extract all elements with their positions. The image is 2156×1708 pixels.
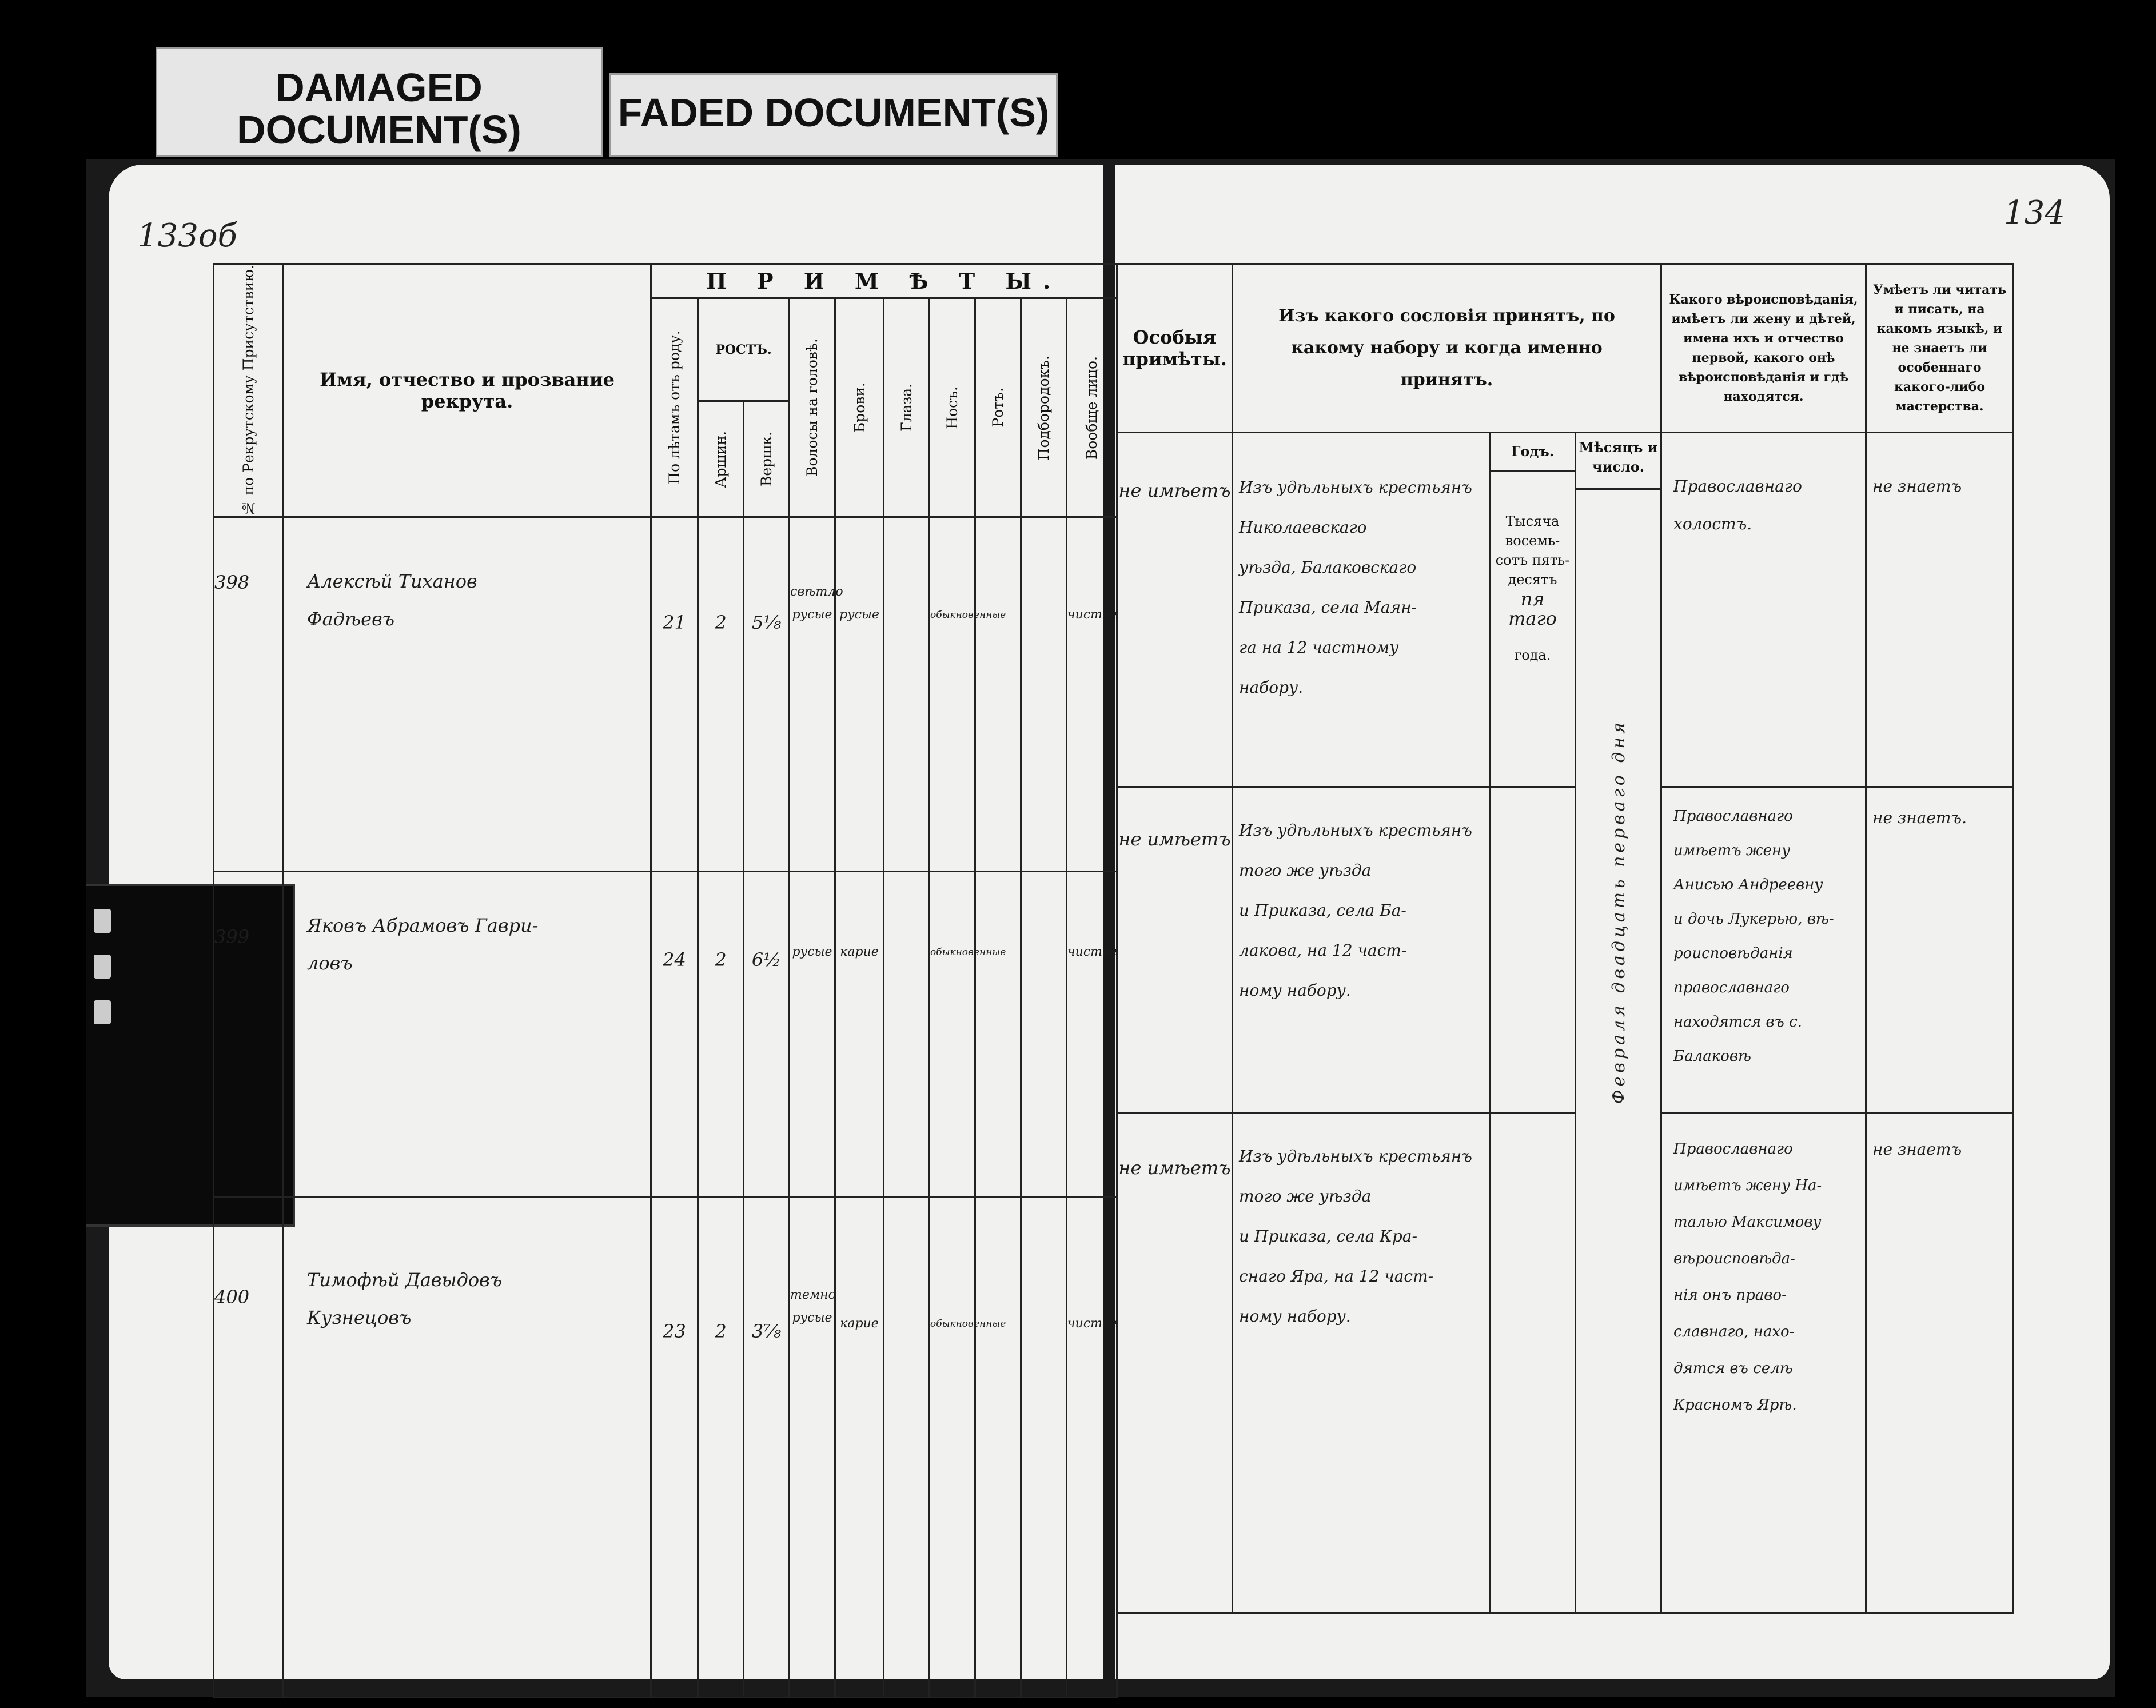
recruit-arshin: 2 bbox=[698, 872, 744, 1198]
recruit-brows: русые bbox=[835, 517, 884, 872]
header-brows: Брови. bbox=[835, 298, 884, 517]
header-primety: П Р И М Ѣ Т Ы. bbox=[651, 264, 1117, 298]
month-cell bbox=[1576, 433, 1661, 1613]
literacy-cell: не знаетъ bbox=[1866, 433, 2014, 787]
recruit-nose: обыкновенные bbox=[930, 1198, 975, 1698]
year-word: года. bbox=[1514, 647, 1551, 663]
table-row bbox=[214, 1198, 1117, 1698]
recruit-arshin: 2 bbox=[698, 1198, 744, 1698]
header-arshin: Аршин. bbox=[698, 401, 744, 517]
recruit-chin bbox=[1021, 517, 1067, 872]
year-handwritten: пя bbox=[1520, 588, 1545, 610]
recruit-mouth bbox=[975, 872, 1021, 1198]
recruit-name: Тимофѣй Давыдовъ Кузнецовъ bbox=[284, 1198, 651, 1698]
recruit-vershk: 6½ bbox=[744, 872, 790, 1198]
recruit-eyes bbox=[884, 872, 930, 1198]
table-row bbox=[1117, 433, 2014, 787]
header-name: Имя, отчество и прозвание рекрута. bbox=[284, 264, 651, 517]
recruit-face: чистое bbox=[1067, 872, 1117, 1198]
table-row bbox=[1117, 1113, 2014, 1613]
header-vershk: Вершк. bbox=[744, 401, 790, 517]
recruit-vershk: 3⅞ bbox=[744, 1198, 790, 1698]
year-cell bbox=[1490, 433, 1576, 787]
header-nose: Носъ. bbox=[930, 298, 975, 517]
table-row bbox=[214, 872, 1117, 1198]
religion-cell: Православнаго имѣетъ жену Анисью Андреевну и дочь Лукерью, вѣ- роисповѣданія православнаго находятся въ с. Балаковѣ bbox=[1661, 787, 1866, 1113]
recruit-hair: свѣтло русые bbox=[790, 517, 835, 872]
recruit-brows: карие bbox=[835, 1198, 884, 1698]
recruit-number: 398 bbox=[214, 517, 284, 872]
religion-cell: Православнаго имѣетъ жену На- талью Максимову вѣроисповѣда- нія онъ право- славнаго, нахо- дятся въ селѣ Красномъ Ярѣ. bbox=[1661, 1113, 1866, 1613]
recruit-number: 399 bbox=[214, 872, 284, 1198]
table-row bbox=[214, 517, 1117, 872]
special-marks: не имѣетъ bbox=[1117, 787, 1233, 1113]
header-age: По лѣтамъ отъ роду. bbox=[651, 298, 698, 517]
year-word: Тысяча bbox=[1505, 513, 1560, 529]
year-word: восемь- bbox=[1505, 533, 1560, 549]
recruit-age: 21 bbox=[651, 517, 698, 872]
header-special: Особыя примѣты. bbox=[1117, 264, 1233, 433]
year-word: десятъ bbox=[1508, 572, 1557, 588]
header-rost: РОСТЪ. bbox=[698, 298, 790, 401]
header-estate: Изъ какого сословія принятъ, по какому набору и когда именно принятъ. bbox=[1233, 264, 1661, 433]
recruit-nose: обыкновенные bbox=[930, 872, 975, 1198]
folio-number-left: 133об bbox=[137, 217, 237, 254]
literacy-cell: не знаетъ bbox=[1866, 1113, 2014, 1613]
estate-cell: Изъ удѣльныхъ крестьянъ того же уѣзда и Приказа, села Кра- снаго Яра, на 12 част- ному набору. bbox=[1233, 1113, 1490, 1613]
damaged-document-stamp: DAMAGED DOCUMENT(S) bbox=[156, 47, 603, 157]
year-heading: Годъ. bbox=[1491, 433, 1575, 472]
recruit-name: Яковъ Абрамовъ Гаври- ловъ bbox=[284, 872, 651, 1198]
month-date-vertical: Февраля двадцать перваго дня bbox=[1609, 719, 1629, 1104]
special-marks: не имѣетъ bbox=[1117, 433, 1233, 787]
recruit-age: 23 bbox=[651, 1198, 698, 1698]
table-row bbox=[1117, 787, 2014, 1113]
year-cell bbox=[1490, 787, 1576, 1113]
special-marks: не имѣетъ bbox=[1117, 1113, 1233, 1613]
religion-cell: Православнаго холостъ. bbox=[1661, 433, 1866, 787]
recruit-chin bbox=[1021, 872, 1067, 1198]
folio-number-right: 134 bbox=[2004, 194, 2065, 232]
month-heading: Мѣсяцъ и число. bbox=[1576, 433, 1660, 490]
recruit-mouth bbox=[975, 517, 1021, 872]
recruit-hair: русые bbox=[790, 872, 835, 1198]
recruit-table-right bbox=[1116, 263, 2014, 1614]
year-word: сотъ пять- bbox=[1495, 552, 1570, 568]
recruit-nose: обыкновенные bbox=[930, 517, 975, 872]
year-cell bbox=[1490, 1113, 1576, 1613]
recruit-name: Алексѣй Тиханов Фадѣевъ bbox=[284, 517, 651, 872]
recruit-number: 400 bbox=[214, 1198, 284, 1698]
year-handwritten: таго bbox=[1508, 608, 1557, 629]
estate-cell: Изъ удѣльныхъ крестьянъ Николаевскаго уѣзда, Балаковскаго Приказа, села Маян- га на 12 частному набору. bbox=[1233, 433, 1490, 787]
recruit-age: 24 bbox=[651, 872, 698, 1198]
estate-cell: Изъ удѣльныхъ крестьянъ того же уѣзда и Приказа, села Ба- лакова, на 12 част- ному набору. bbox=[1233, 787, 1490, 1113]
recruit-hair: темно русые bbox=[790, 1198, 835, 1698]
header-number: № по Рекрутскому Присутствию. bbox=[214, 264, 284, 517]
recruit-eyes bbox=[884, 517, 930, 872]
header-chin: Подбородокъ. bbox=[1021, 298, 1067, 517]
header-mouth: Ротъ. bbox=[975, 298, 1021, 517]
recruit-arshin: 2 bbox=[698, 517, 744, 872]
literacy-cell: не знаетъ. bbox=[1866, 787, 2014, 1113]
recruit-chin bbox=[1021, 1198, 1067, 1698]
recruit-table-left bbox=[213, 263, 1118, 1698]
header-hair: Волосы на головѣ. bbox=[790, 298, 835, 517]
recruit-face: чистое bbox=[1067, 1198, 1117, 1698]
header-religion: Какого вѣроисповѣданія, имѣетъ ли жену и дѣтей, имена ихъ и отчество первой, какого онѣ вѣроисповѣданія и гдѣ находятся. bbox=[1661, 264, 1866, 433]
recruit-eyes bbox=[884, 1198, 930, 1698]
header-eyes: Глаза. bbox=[884, 298, 930, 517]
recruit-face: чистое bbox=[1067, 517, 1117, 872]
faded-document-stamp: FADED DOCUMENT(S) bbox=[609, 73, 1058, 157]
recruit-vershk: 5⅛ bbox=[744, 517, 790, 872]
recruit-brows: карие bbox=[835, 872, 884, 1198]
recruit-mouth bbox=[975, 1198, 1021, 1698]
header-literacy: Умѣетъ ли читать и писать, на какомъ языкѣ, и не знаетъ ли особеннаго какого-либо мастерства. bbox=[1866, 264, 2014, 433]
header-face: Вообще лицо. bbox=[1067, 298, 1117, 517]
